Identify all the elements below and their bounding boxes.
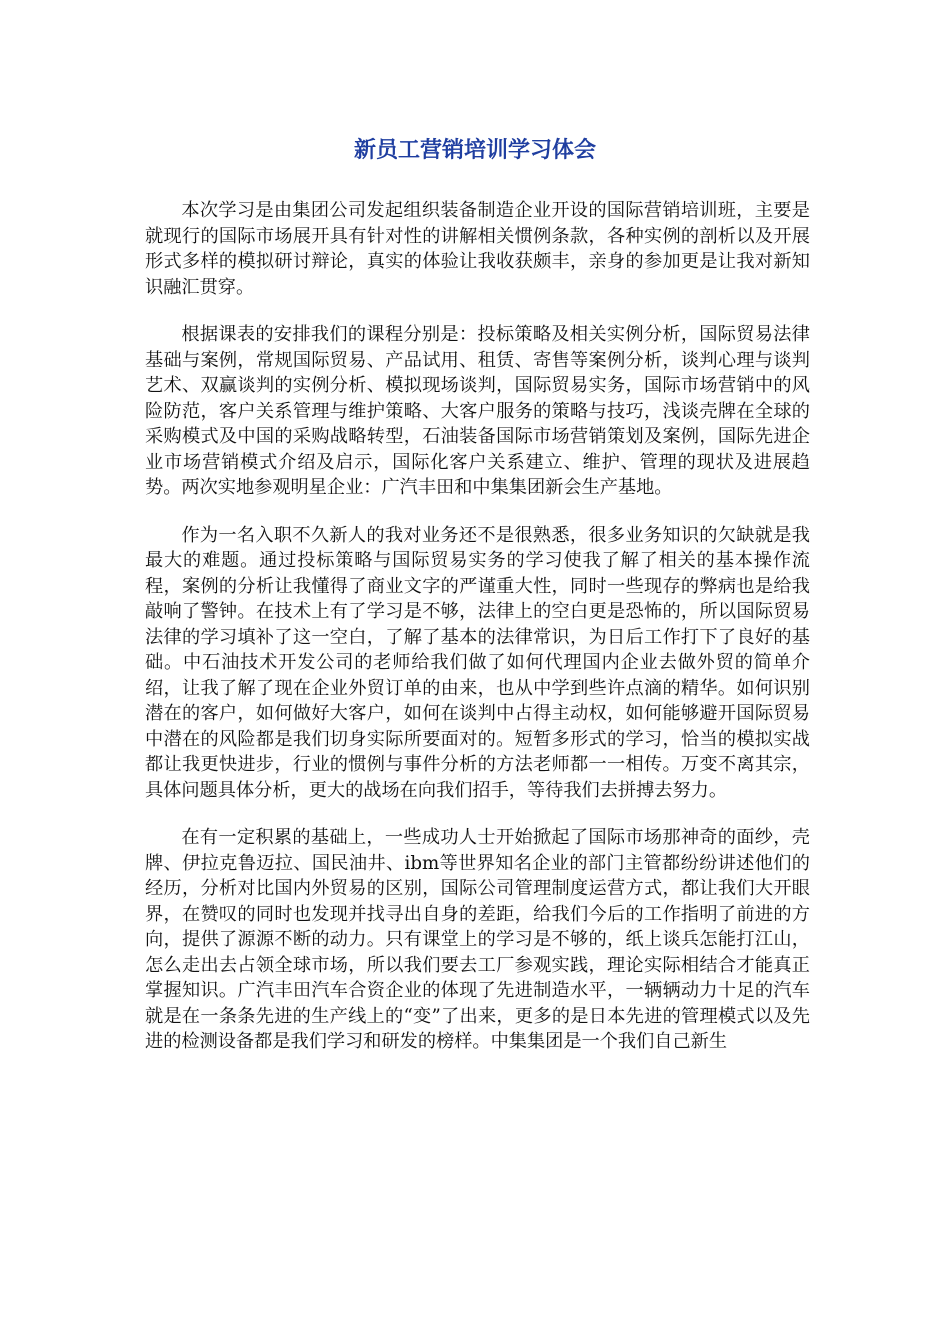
document-title: 新员工营销培训学习体会 [353, 138, 596, 163]
paragraph-1: 本次学习是由集团公司发起组织装备制造企业开设的国际营销培训班，主要是就现行的国际市场展开具有针对性的讲解相关惯例条款，各种实例的剖析以及开展形式多样的模拟研讨辩论，真实的体验让我收获颇丰，亲身的参加更是让我对新知识融汇贯穿。 [145, 200, 810, 298]
paragraph-4: 在有一定积累的基础上，一些成功人士开始掀起了国际市场那神奇的面纱，壳牌、伊拉克鲁迈拉、国民油井、ibm等世界知名企业的部门主管都纷纷讲述他们的经历，分析对比国内外贸易的区别，国际公司管理制度运营方式，都让我们大开眼界，在赞叹的同时也发现并找寻出自身的差距，给我们今后的工作指明了前进的方向，提供了源源不断的动力。只有课堂上的学习是不够的，纸上谈兵怎能打江山，怎么走出去占领全球市场，所以我们要去工厂参观实践，理论实际相结合才能真正掌握知识。广汽丰田汽车合资企业的体现了先进制造水平，一辆辆动力十足的汽车就是在一条条先进的生产线上的“变”了出来，更多的是日本先进的管理模式以及先进的检测设备都是我们学习和研发的榜样。中集集团是一个我们自己新生 [145, 827, 810, 1052]
paragraph-3: 作为一名入职不久新人的我对业务还不是很熟悉，很多业务知识的欠缺就是我最大的难题。通过投标策略与国际贸易实务的学习使我了解了相关的基本操作流程，案例的分析让我懂得了商业文字的严谨重大性，同时一些现存的弊病也是给我敲响了警钟。在技术上有了学习是不够，法律上的空白更是恐怖的，所以国际贸易法律的学习填补了这一空白，了解了基本的法律常识，为日后工作打下了良好的基础。中石油技术开发公司的老师给我们做了如何代理国内企业去做外贸的简单介绍，让我了解了现在企业外贸订单的由来，也从中学到些许点滴的精华。如何识别潜在的客户，如何做好大客户，如何在谈判中占得主动权，如何能够避开国际贸易中潜在的风险都是我们切身实际所要面对的。短暂多形式的学习，恰当的模拟实战都让我更快进步，行业的惯例与事件分析的方法老师都一一相传。万变不离其宗，具体问题具体分析，更大的战场在向我们招手，等待我们去拼搏去努力。 [145, 524, 810, 801]
paragraph-2: 根据课表的安排我们的课程分别是：投标策略及相关实例分析，国际贸易法律基础与案例，常规国际贸易、产品试用、租赁、寄售等案例分析，谈判心理与谈判艺术、双赢谈判的实例分析、模拟现场谈判，国际贸易实务，国际市场营销中的风险防范，客户关系管理与维护策略、大客户服务的策略与技巧，浅谈壳牌在全球的采购模式及中国的采购战略转型，石油装备国际市场营销策划及案例，国际先进企业市场营销模式介绍及启示，国际化客户关系建立、维护、管理的现状及进展趋势。两次实地参观明星企业：广汽丰田和中集集团新会生产基地。 [145, 324, 810, 498]
document-body [145, 198, 810, 1077]
